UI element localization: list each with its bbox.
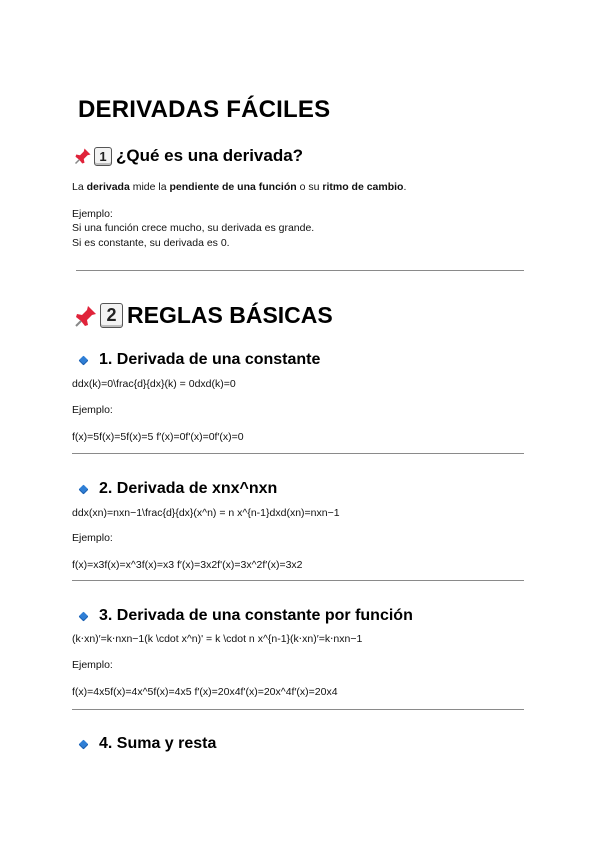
pushpin-icon [74, 304, 98, 328]
section-1-heading [74, 146, 303, 166]
rule-2-formula: ddx(xn)=nxn−1\frac{d}{dx}(x^n) = n x^{n-1}dxd(xn)=nxn−1 [72, 507, 340, 519]
rule-1-example-label: Ejemplo: [72, 404, 113, 416]
small-blue-diamond-icon [79, 355, 89, 365]
divider [72, 453, 524, 454]
rule-1-formula: ddx(k)=0\frac{d}{dx}(k) = 0dxd(k)=0 [72, 378, 236, 390]
divider [72, 709, 524, 710]
small-blue-diamond-icon [79, 484, 89, 494]
example-label: Ejemplo: [72, 208, 113, 220]
page-title: DERIVADAS FÁCILES [78, 96, 331, 123]
rule-2-example-label: Ejemplo: [72, 532, 113, 544]
rule-4-heading: 4. Suma y resta [76, 735, 216, 753]
example-line: Si una función crece mucho, su derivada es grande. [72, 222, 315, 234]
divider [72, 580, 524, 581]
small-blue-diamond-icon [79, 611, 89, 621]
keycap-two-icon: 2 [100, 303, 123, 328]
rule-2-heading: 2. Derivada de xnx^nxn [76, 480, 277, 498]
rule-3-formula: (k⋅xn)′=k⋅nxn−1(k \cdot x^n)' = k \cdot n x^{n-1}(k⋅xn)′=k⋅nxn−1 [72, 633, 363, 645]
rule-2-example: f(x)=x3f(x)=x^3f(x)=x3 f′(x)=3x2f'(x)=3x^2f′(x)=3x2 [72, 559, 303, 571]
section-2-title: REGLAS BÁSICAS [127, 302, 333, 328]
section-2-heading [74, 302, 333, 329]
definition-paragraph: La derivada mide la pendiente de una función o su ritmo de cambio. [72, 181, 407, 193]
pushpin-icon [74, 147, 92, 165]
section-1-title: ¿Qué es una derivada? [116, 146, 304, 165]
small-blue-diamond-icon [79, 739, 89, 749]
rule-1-example: f(x)=5f(x)=5f(x)=5 f′(x)=0f'(x)=0f′(x)=0 [72, 431, 244, 443]
rule-3-heading: 3. Derivada de una constante por función [76, 607, 413, 625]
keycap-one-icon: 1 [94, 147, 112, 166]
example-line: Si es constante, su derivada es 0. [72, 237, 230, 249]
rule-3-example-label: Ejemplo: [72, 659, 113, 671]
rule-3-example: f(x)=4x5f(x)=4x^5f(x)=4x5 f′(x)=20x4f'(x)=20x^4f′(x)=20x4 [72, 686, 338, 698]
divider [76, 270, 524, 271]
rule-1-heading: 1. Derivada de una constante [76, 351, 320, 369]
